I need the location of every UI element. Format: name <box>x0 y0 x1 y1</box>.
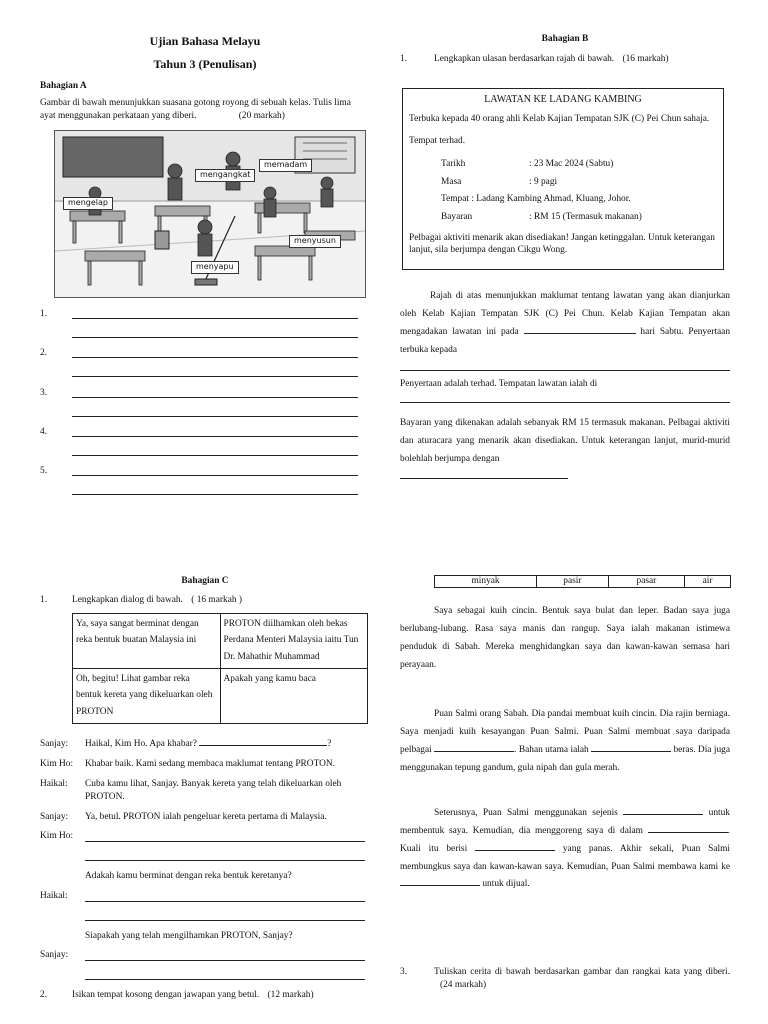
speaker-label: Haikal: <box>40 891 68 901</box>
answer-number-1: 1. <box>40 309 48 319</box>
answer-number-3: 3. <box>40 388 48 398</box>
option-cell: PROTON diilhamkan oleh bekas Perdana Menteri Malaysia iaitu Tun Dr. Mahathir Muhammad <box>220 614 368 669</box>
exam-subtitle: Tahun 3 (Penulisan) <box>153 57 257 71</box>
label-mengelap: mengelap <box>63 197 113 210</box>
blank-oil[interactable] <box>475 850 555 851</box>
notice-footer: Pelbagai aktiviti menarik akan disediakan! Jangan ketinggalan. Untuk keterangan lanjut, sila berjumpa dengan Cikgu Wong. <box>409 232 715 256</box>
blank-main-ingredient[interactable] <box>591 751 671 752</box>
answer-line[interactable] <box>85 960 365 961</box>
notice-limited: Tempat terhad. <box>409 136 466 147</box>
speaker-label: Haikal: <box>40 779 68 789</box>
notice-row-place: Tempat : Ladang Kambing Ahmad, Kluang, Johor. <box>441 194 631 205</box>
question-3-number: 3. <box>400 967 408 977</box>
answer-line[interactable] <box>72 494 358 495</box>
answer-number-5: 5. <box>40 466 48 476</box>
option-cell: Apakah yang kamu baca <box>220 669 368 724</box>
blank-mould[interactable] <box>623 814 703 815</box>
section-a-marks: (20 markah) <box>238 110 285 121</box>
answer-number-2: 2. <box>40 348 48 358</box>
speaker-label: Sanjay: <box>40 812 69 822</box>
blank-market[interactable] <box>400 885 480 886</box>
blank-location[interactable] <box>400 402 730 403</box>
section-b-heading: Bahagian B <box>541 34 589 44</box>
answer-line[interactable] <box>72 436 358 437</box>
blank-dialog-1[interactable] <box>199 745 327 746</box>
question-3: Tuliskan cerita di bawah berdasarkan gambar dan rangkai kata yang diberi. (24 markah) <box>434 967 730 990</box>
section-b-paragraph-3: Bayaran yang dikenakan adalah sebanyak RM 15 termasuk makanan. Pelbagai aktiviti dan aturacara yang menarik akan disediakan. Untuk keterangan lanjut, murid-murid bolehlah berjumpa dengan <box>400 418 730 464</box>
answer-line[interactable] <box>72 455 358 456</box>
word-bank-item: air <box>685 576 731 588</box>
section-a-heading: Bahagian A <box>40 81 87 91</box>
answer-line[interactable] <box>72 397 358 398</box>
answer-line[interactable] <box>85 920 365 921</box>
label-menyusun: menyusun <box>289 235 341 248</box>
section-c-q2: Isikan tempat kosong dengan jawapan yang betul. (12 markah) <box>72 990 314 1000</box>
section-b-question: Lengkapkan ulasan berdasarkan rajah di bawah. (16 markah) <box>434 54 669 64</box>
answer-line[interactable] <box>72 376 358 377</box>
section-c-q2-marks: (12 markah) <box>267 990 314 1000</box>
section-b-q-number: 1. <box>400 54 408 64</box>
exam-title: Ujian Bahasa Melayu <box>149 34 261 48</box>
speaker-label: Sanjay: <box>40 739 69 749</box>
word-bank <box>434 575 731 588</box>
dialog-options-table <box>72 613 368 724</box>
speaker-label: Kim Ho: <box>40 831 74 841</box>
section-b-marks: (16 markah) <box>622 54 669 64</box>
dialog-line-4: Ya, betul. PROTON ialah pengeluar kereta pertama di Malaysia. <box>85 812 327 822</box>
option-cell: Ya, saya sangat berminat dengan reka bentuk buatan Malaysia ini <box>73 614 221 669</box>
section-b-paragraph-2: Penyertaan adalah terhad. Tempatan lawatan ialah di <box>400 379 598 389</box>
blank-ingredients[interactable] <box>434 751 514 752</box>
section-c-heading: Bahagian C <box>181 576 229 586</box>
blank-participants[interactable] <box>400 370 730 371</box>
section-b-paragraph-1: Rajah di atas menunjukkan maklumat tentang lawatan yang akan dianjurkan oleh Kelab Kajian Tempatan SJK (C) Pei Chun. Kelab Kajian Tempatan akan mengadakan lawatan ini pada hari Sabtu. Penyertaan terbuka kepada <box>400 291 731 355</box>
section-c-q2-number: 2. <box>40 990 48 1000</box>
answer-line[interactable] <box>85 979 365 980</box>
notice-intro: Terbuka kepada 40 orang ahli Kelab Kajian Tempatan SJK (C) Pei Chun sahaja. <box>409 113 710 124</box>
word-bank-item: pasar <box>608 576 684 588</box>
section-c-question: Lengkapkan dialog di bawah. ( 16 markah ) <box>72 595 243 605</box>
question-3-marks: (24 markah) <box>440 979 487 990</box>
blank-teacher[interactable] <box>400 478 568 479</box>
passage-paragraph-2: Puan Salmi orang Sabah. Dia pandai membuat kuih cincin. Dia rajin berniaga. Saya menjadi kuih kesayangan Puan Salmi. Puan Salmi membuat saya daripada pelbagai . Bahan utama ialah beras. Dia juga menggunakan tepung gandum, gula nipah dan gula merah. <box>400 709 730 773</box>
dialog-line-3: Cuba kamu lihat, Sanjay. Banyak kereta yang telah dikeluarkan oleh PROTON. <box>85 779 342 802</box>
answer-line[interactable] <box>72 337 358 338</box>
notice-box <box>402 88 724 270</box>
answer-line[interactable] <box>85 860 365 861</box>
answer-line[interactable] <box>72 416 358 417</box>
word-bank-item: minyak <box>435 576 537 588</box>
answer-line[interactable] <box>72 318 358 319</box>
dialog-line-2: Khabar baik. Kami sedang membaca maklumat tentang PROTON. <box>85 759 336 769</box>
answer-line[interactable] <box>85 901 365 902</box>
blank-wok[interactable] <box>648 832 728 833</box>
dialog-question-who: Siapakah yang telah mengilhamkan PROTON, Sanjay? <box>85 931 293 941</box>
section-c-q-number: 1. <box>40 595 48 605</box>
notice-title: LAWATAN KE LADANG KAMBING <box>484 94 642 105</box>
passage-paragraph-3: Seterusnya, Puan Salmi menggunakan sejenis untuk membentuk saya. Kemudian, dia menggoreng saya di dalam . Kuali itu berisi yang panas. Akhir sekali, Puan Salmi membungkus saya dan kawan-kawan saya. Kemudian, Puan Salmi membawa kami ke untuk dijual. <box>400 808 731 890</box>
label-menyapu: menyapu <box>191 261 239 274</box>
blank-date[interactable] <box>524 333 636 334</box>
passage-paragraph-1: Saya sebagai kuih cincin. Bentuk saya bulat dan leper. Badan saya juga berlubang-lubang. Rasa saya manis dan rangup. Saya ialah makanan istimewa penduduk di Sabah. Mereka menghidangkan saya dan kawan-kawan semasa hari perayaan. <box>400 606 730 670</box>
answer-line[interactable] <box>72 357 358 358</box>
label-mengangkat: mengangkat <box>195 169 255 182</box>
dialog-line-1: Haikal, Kim Ho. Apa khabar? ? <box>85 739 332 749</box>
notice-row-date: Tarikh : 23 Mac 2024 (Sabtu) <box>441 158 614 169</box>
answer-number-4: 4. <box>40 427 48 437</box>
label-memadam: memadam <box>259 159 312 172</box>
notice-row-time: Masa : 9 pagi <box>441 176 558 187</box>
section-a-instruction: Gambar di bawah menunjukkan suasana gotong royong di sebuah kelas. Tulis lima ayat menggunakan perkataan yang diberi. (20 markah) <box>40 98 351 121</box>
dialog-question-interest: Adakah kamu berminat dengan reka bentuk keretanya? <box>85 871 292 881</box>
word-bank-item: pasir <box>537 576 609 588</box>
answer-line[interactable] <box>72 475 358 476</box>
answer-line[interactable] <box>85 841 365 842</box>
speaker-label: Kim Ho: <box>40 759 74 769</box>
classroom-illustration <box>54 130 366 298</box>
notice-row-fee: Bayaran : RM 15 (Termasuk makanan) <box>441 211 642 222</box>
option-cell: Oh, begitu! Lihat gambar reka bentuk kereta yang dikeluarkan oleh PROTON <box>73 669 221 724</box>
speaker-label: Sanjay: <box>40 950 69 960</box>
section-c-marks: ( 16 markah ) <box>191 595 243 605</box>
